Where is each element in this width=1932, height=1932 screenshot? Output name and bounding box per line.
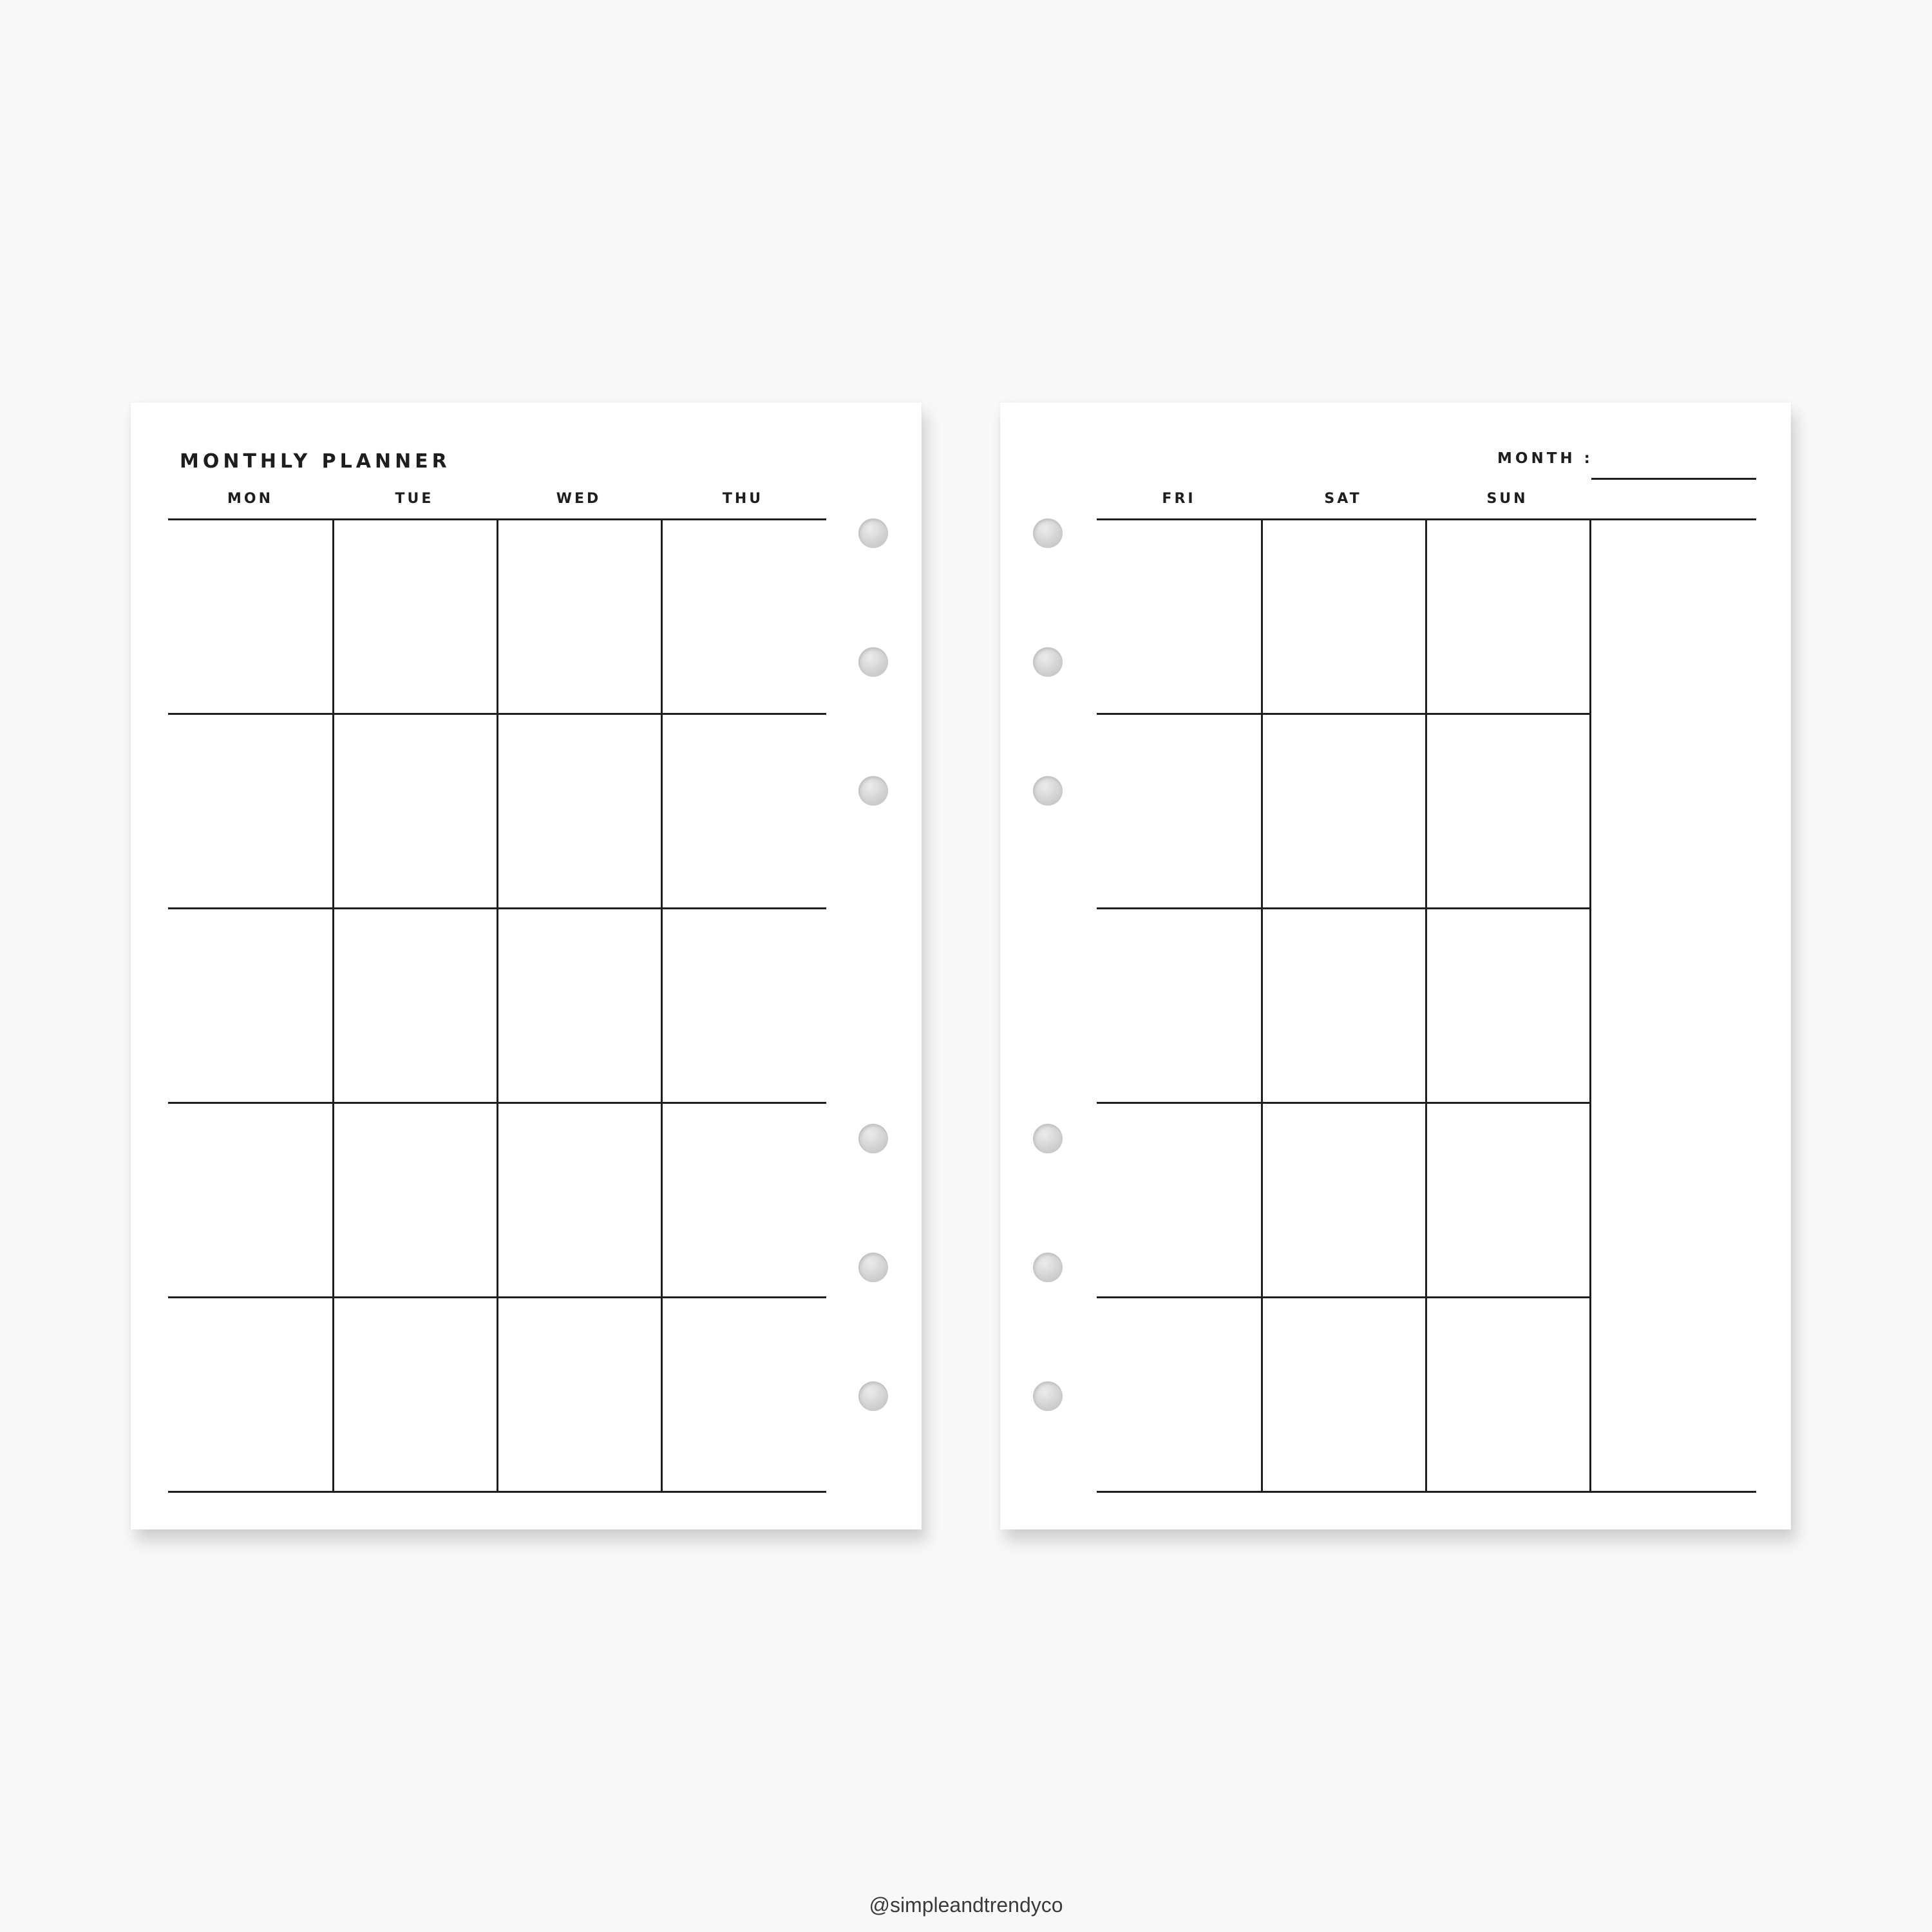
- binder-hole-icon: [858, 1124, 888, 1153]
- binder-hole-icon: [858, 776, 888, 806]
- binder-hole-icon: [858, 1253, 888, 1282]
- day-header-fri: FRI: [1162, 491, 1196, 507]
- grid-row-line: [1097, 1296, 1589, 1298]
- planner-page-left: [131, 402, 922, 1530]
- day-header-mon: MON: [227, 491, 273, 507]
- binder-hole-icon: [1033, 1124, 1063, 1153]
- planner-page-right: [1000, 402, 1791, 1530]
- binder-hole-icon: [858, 1381, 888, 1411]
- grid-column-line: [332, 518, 334, 1491]
- calendar-grid-left: [168, 491, 826, 1491]
- binder-hole-icon: [1033, 518, 1063, 548]
- grid-column-line: [661, 518, 663, 1491]
- grid-column-line: [1425, 518, 1427, 1491]
- binder-hole-icon: [858, 647, 888, 677]
- grid-row-line: [1097, 1491, 1756, 1493]
- day-header-sun: SUN: [1486, 491, 1528, 507]
- grid-column-line: [497, 518, 498, 1491]
- day-header-tue: TUE: [395, 491, 434, 507]
- grid-row-line: [1097, 1102, 1589, 1104]
- binder-hole-icon: [1033, 647, 1063, 677]
- grid-row-line: [168, 1491, 826, 1493]
- month-write-line: [1591, 478, 1756, 480]
- binder-hole-icon: [1033, 1253, 1063, 1282]
- day-header-sat: SAT: [1324, 491, 1362, 507]
- grid-column-line: [1261, 518, 1263, 1491]
- grid-column-line: [1589, 518, 1591, 1491]
- month-label: MONTH :: [1497, 450, 1593, 467]
- grid-row-line: [1097, 713, 1589, 715]
- page-title: MONTHLY PLANNER: [180, 450, 451, 473]
- day-header-wed: WED: [556, 491, 601, 507]
- binder-hole-icon: [1033, 776, 1063, 806]
- binder-hole-icon: [1033, 1381, 1063, 1411]
- footer-credit: @simpleandtrendyco: [869, 1893, 1063, 1917]
- day-header-thu: THU: [722, 491, 764, 507]
- binder-hole-icon: [858, 518, 888, 548]
- calendar-grid-right: [1097, 491, 1756, 1491]
- grid-row-line: [1097, 907, 1589, 909]
